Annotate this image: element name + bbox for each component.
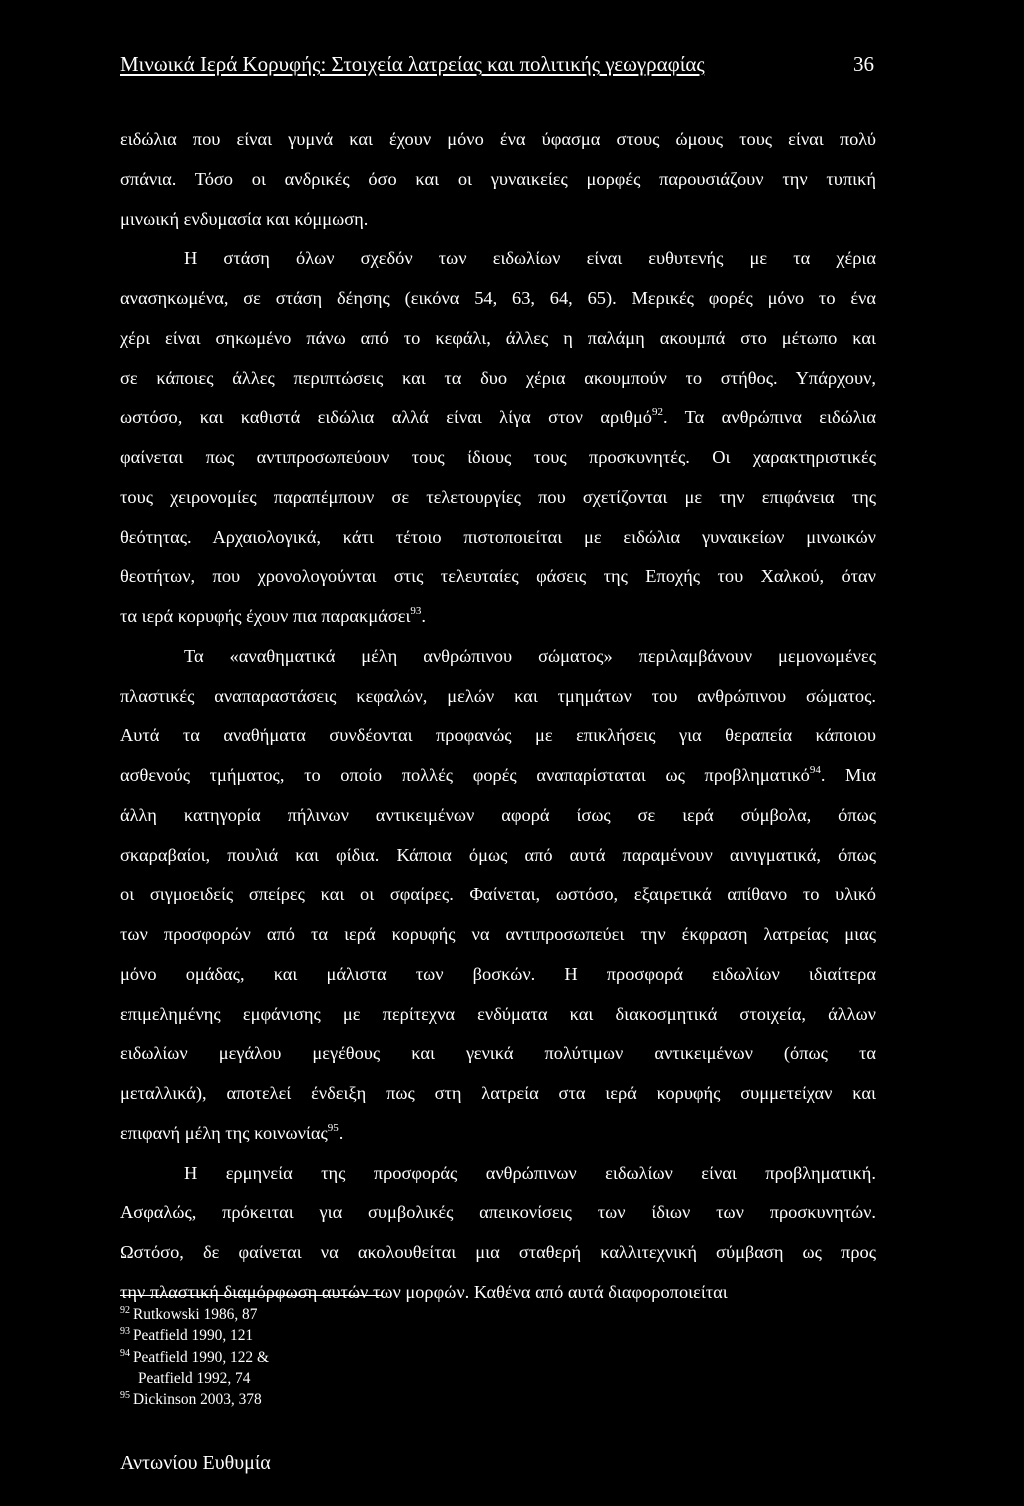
line-text: ειδώλια που είναι γυμνά και έχουν μόνο ένα ύφασμα στους ώμους τους είναι πολύ: [120, 129, 876, 149]
text-line: [120, 200, 876, 240]
text-line: [120, 319, 876, 359]
line-text: την πλαστική διαμόρφωση αυτών των μορφών. Καθένα από αυτά διαφοροποιείται: [120, 1281, 728, 1302]
line-text: ειδωλίων μεγάλου μεγέθους και γενικά πολύτιμων αντικειμένων (όπως τα: [120, 1043, 876, 1064]
footnote-text: Peatfield 1990, 122 &: [133, 1348, 269, 1366]
text-line: [120, 836, 876, 876]
text-line: [120, 1233, 876, 1273]
text-line: [120, 716, 876, 756]
footnote-text: Peatfield 1992, 74: [138, 1369, 251, 1387]
footnotes: [120, 1304, 520, 1410]
line-text: θεότητας. Αρχαιολογικά, κάτι τέτοιο πιστοποιείται με ειδώλια γυναικείων μινωικών: [120, 526, 876, 547]
text-line: [120, 637, 876, 677]
line-text: Η στάση όλων σχεδόν των ειδωλίων είναι ευθυτενής με τα χέρια: [184, 248, 876, 269]
line-text: μινωική ενδυμασία και κόμμωση.: [120, 208, 369, 229]
text-line: [120, 557, 876, 597]
line-text-continued: . Μια: [820, 765, 876, 785]
line-text: Αυτά τα αναθήματα συνδέονται προφανώς με επικλήσεις για θεραπεία κάποιου: [120, 725, 876, 746]
text-line: [120, 478, 876, 518]
line-text: σε κάποιες άλλες περιπτώσεις και τα δυο χέρια ακουμπούν το στήθος. Υπάρχουν,: [120, 367, 876, 388]
footnote-text: Peatfield 1990, 121: [133, 1327, 254, 1345]
line-text: τα ιερά κορυφής έχουν πια παρακμάσει: [120, 606, 411, 626]
line-text: μόνο ομάδας, και μάλιστα των βοσκών. Η προσφορά ειδωλίων ιδιαίτερα: [120, 963, 876, 984]
line-text: οι σιγμοειδείς σπείρες και οι σφαίρες. Φαίνεται, ωστόσο, εξαιρετικά απίθανο το υλικό: [120, 884, 876, 905]
running-title: Μινωικά Ιερά Κορυφής: Στοιχεία λατρείας και πολιτικής γεωγραφίας: [120, 52, 705, 76]
line-text: σκαραβαίοι, πουλιά και φίδια. Κάποια όμως από αυτά παραμένουν αινιγματικά, όπως: [120, 844, 876, 865]
line-text: ωστόσο, και καθιστά ειδώλια αλλά είναι λίγα στον αριθμό: [120, 407, 653, 428]
text-line: [120, 359, 876, 399]
footnote: [120, 1347, 520, 1368]
line-text: ανασηκωμένα, σε στάση δέησης (εικόνα 54, 63, 64, 65). Μερικές φορές μόνο το ένα: [120, 288, 876, 308]
text-line: [120, 120, 876, 160]
text-line: [120, 1034, 876, 1074]
text-line: [120, 239, 876, 279]
line-text: φαίνεται πως αντιπροσωπεύουν τους ίδιους τους προσκυνητές. Οι χαρακτηριστικές: [120, 447, 876, 467]
footnote: [120, 1389, 520, 1410]
line-text-continued: .: [338, 1122, 344, 1143]
text-line: [120, 1193, 876, 1233]
line-text: θεοτήτων, που χρονολογούνται στις τελευταίες φάσεις της Εποχής του Χαλκού, όταν: [120, 566, 876, 587]
page-number: 36: [853, 52, 874, 76]
text-line: [120, 1154, 876, 1194]
line-text: των προσφορών από τα ιερά κορυφής να αντιπροσωπεύει την έκφραση λατρείας μιας: [120, 924, 876, 944]
text-line: [120, 955, 876, 995]
text-line: [120, 160, 876, 200]
text-line: [120, 1114, 876, 1154]
footnote-ref: 95: [327, 1121, 339, 1134]
line-text: σπάνια. Τόσο οι ανδρικές όσο και οι γυναικείες μορφές παρουσιάζουν την τυπική: [120, 168, 876, 189]
text-line: [120, 915, 876, 955]
footnote-number: 93: [120, 1326, 130, 1338]
author-name: Αντωνίου Ευθυμία: [120, 1452, 271, 1474]
line-text: τους χειρονομίες παραπέμπουν σε τελετουργίες που σχετίζονται με την επιφάνεια της: [120, 486, 876, 507]
footnote: [120, 1325, 520, 1346]
line-text: επιμελημένης εμφάνισης με περίτεχνα ενδύματα και διακοσμητικά στοιχεία, άλλων: [120, 1003, 876, 1024]
text-line: [120, 995, 876, 1035]
text-line: [120, 796, 876, 836]
line-text: Τα «αναθηματικά μέλη ανθρώπινου σώματος» περιλαμβάνουν μεμονωμένες: [184, 645, 876, 666]
footnote: [120, 1368, 520, 1389]
footnote-text: Rutkowski 1986, 87: [133, 1306, 258, 1323]
text-line: [120, 438, 876, 478]
line-text: μεταλλικά), αποτελεί ένδειξη πως στη λατρεία στα ιερά κορυφής συμμετείχαν και: [120, 1083, 876, 1103]
body-text: [120, 120, 876, 1313]
text-line: [120, 677, 876, 717]
footnote-ref: 94: [809, 764, 821, 776]
line-text: άλλη κατηγορία πήλινων αντικειμένων αφορά ίσως σε ιερά σύμβολα, όπως: [120, 804, 876, 825]
footnote-separator: [120, 1295, 382, 1296]
line-text-continued: .: [421, 606, 427, 626]
running-header: [120, 52, 874, 86]
line-text: χέρι είναι σηκωμένο πάνω από το κεφάλι, άλλες η παλάμη ακουμπά στο μέτωπο και: [120, 327, 876, 348]
line-text: ασθενούς τμήματος, το οποίο πολλές φορές αναπαρίσταται ως προβληματικό: [120, 765, 810, 785]
line-text: Η ερμηνεία της προσφοράς ανθρώπινων ειδωλίων είναι προβληματική.: [184, 1162, 876, 1183]
text-line: [120, 1074, 876, 1114]
footnote-number: 95: [120, 1390, 130, 1402]
text-line: [120, 398, 876, 438]
line-text-continued: . Τα ανθρώπινα ειδώλια: [663, 407, 876, 428]
line-text: επιφανή μέλη της κοινωνίας: [120, 1122, 328, 1143]
text-line: [120, 518, 876, 558]
text-line: [120, 597, 876, 637]
footnote-number: 92: [120, 1305, 130, 1316]
footnote-ref: 92: [652, 406, 664, 419]
text-line: [120, 875, 876, 915]
text-line: [120, 756, 876, 796]
text-line: [120, 279, 876, 319]
line-text: πλαστικές αναπαραστάσεις κεφαλών, μελών και τμημάτων του ανθρώπινου σώματος.: [120, 685, 876, 706]
line-text: Ασφαλώς, πρόκειται για συμβολικές απεικονίσεις των ίδιων των προσκυνητών.: [120, 1202, 876, 1223]
footnote: [120, 1304, 520, 1325]
footnote-number: 94: [120, 1347, 130, 1359]
footnote-ref: 93: [410, 605, 422, 617]
footnote-text: Dickinson 2003, 378: [133, 1391, 262, 1409]
line-text: Ωστόσο, δε φαίνεται να ακολουθείται μια σταθερή καλλιτεχνική σύμβαση ως προς: [120, 1242, 876, 1262]
